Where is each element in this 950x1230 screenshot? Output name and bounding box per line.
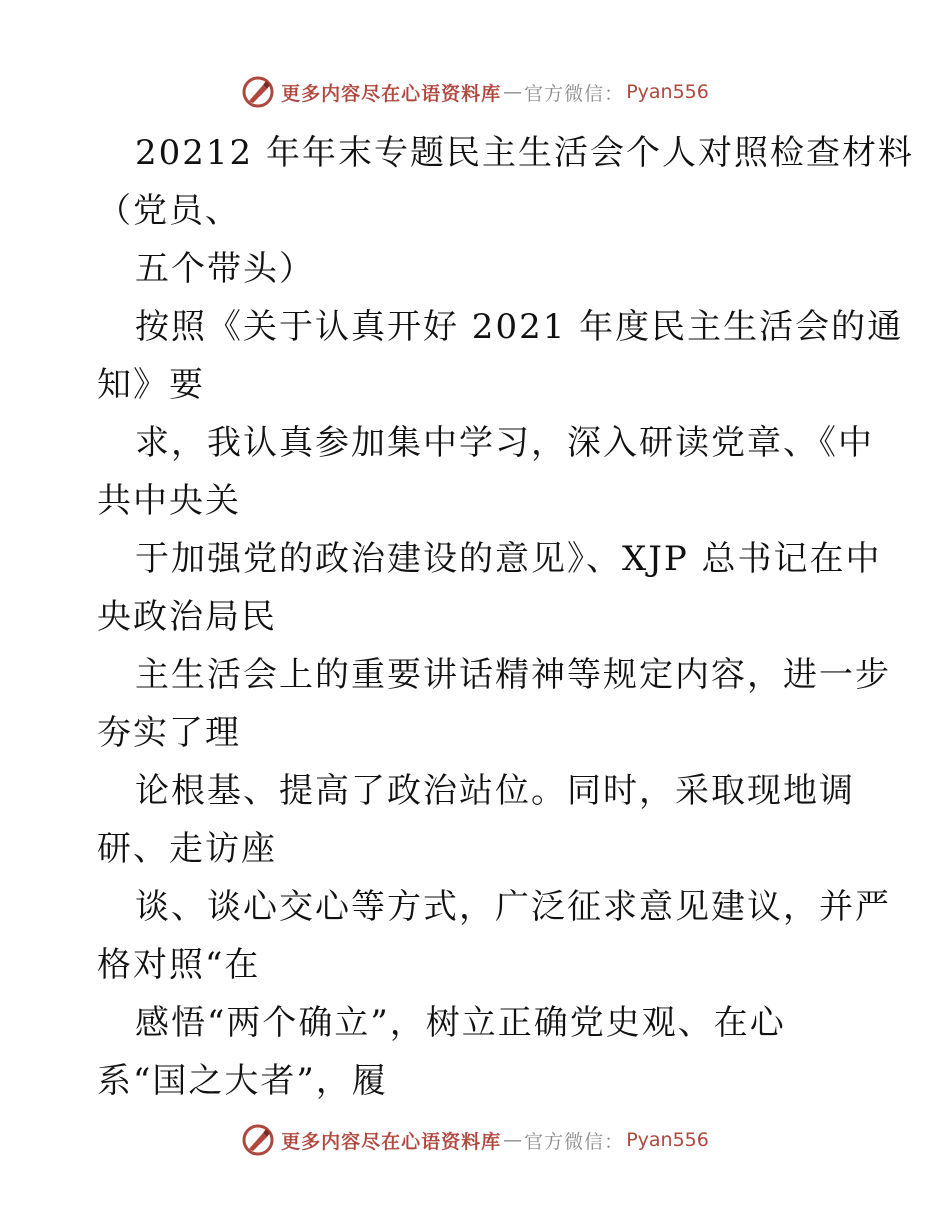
text-line: 谈、谈心交心等方式，广泛征求意见建议，并严 bbox=[135, 887, 891, 927]
text-line: 按照《关于认真开好 2021 年度民主生活会的通 bbox=[135, 307, 904, 347]
text-line: 系“国之大者”，履 bbox=[97, 1061, 388, 1101]
banner-site-name: 更多内容尽在心语资料库 bbox=[281, 82, 502, 105]
banner-site-name: 更多内容尽在心语资料库 bbox=[281, 1130, 502, 1153]
text-line: 于加强党的政治建设的意见》、XJP 总书记在中 bbox=[135, 539, 882, 579]
pen-logo-icon bbox=[241, 1123, 275, 1157]
bottom-watermark-banner bbox=[0, 1120, 950, 1160]
document-body bbox=[97, 124, 914, 1110]
banner-dash: — bbox=[503, 1129, 523, 1151]
text-line: 共中央关 bbox=[97, 481, 241, 521]
text-line: 感悟“两个确立”，树立正确党史观、在心 bbox=[135, 1003, 786, 1043]
text-line: 知》要 bbox=[97, 365, 205, 405]
text-line: 研、走访座 bbox=[97, 829, 277, 869]
text-line: （党员、 bbox=[97, 191, 241, 231]
text-line: 20212 年年末专题民主生活会个人对照检查材料 bbox=[135, 133, 914, 173]
text-line: 主生活会上的重要讲话精神等规定内容，进一步 bbox=[135, 655, 891, 695]
text-line: 五个带头） bbox=[135, 249, 315, 289]
banner-official-label: 官方微信： bbox=[524, 82, 625, 105]
top-watermark-banner bbox=[0, 72, 950, 112]
banner-dash: — bbox=[503, 81, 523, 103]
banner-wechat-id: Pyan556 bbox=[626, 1129, 709, 1151]
text-line: 夯实了理 bbox=[97, 713, 241, 753]
text-line: 求，我认真参加集中学习，深入研读党章、《中 bbox=[135, 423, 874, 463]
banner-wechat-id: Pyan556 bbox=[626, 81, 709, 103]
banner-official-label: 官方微信： bbox=[524, 1130, 625, 1153]
text-line: 央政治局民 bbox=[97, 597, 277, 637]
text-line: 论根基、提高了政治站位。同时，采取现地调 bbox=[135, 771, 855, 811]
text-line: 格对照“在 bbox=[97, 945, 261, 985]
pen-logo-icon bbox=[241, 75, 275, 109]
